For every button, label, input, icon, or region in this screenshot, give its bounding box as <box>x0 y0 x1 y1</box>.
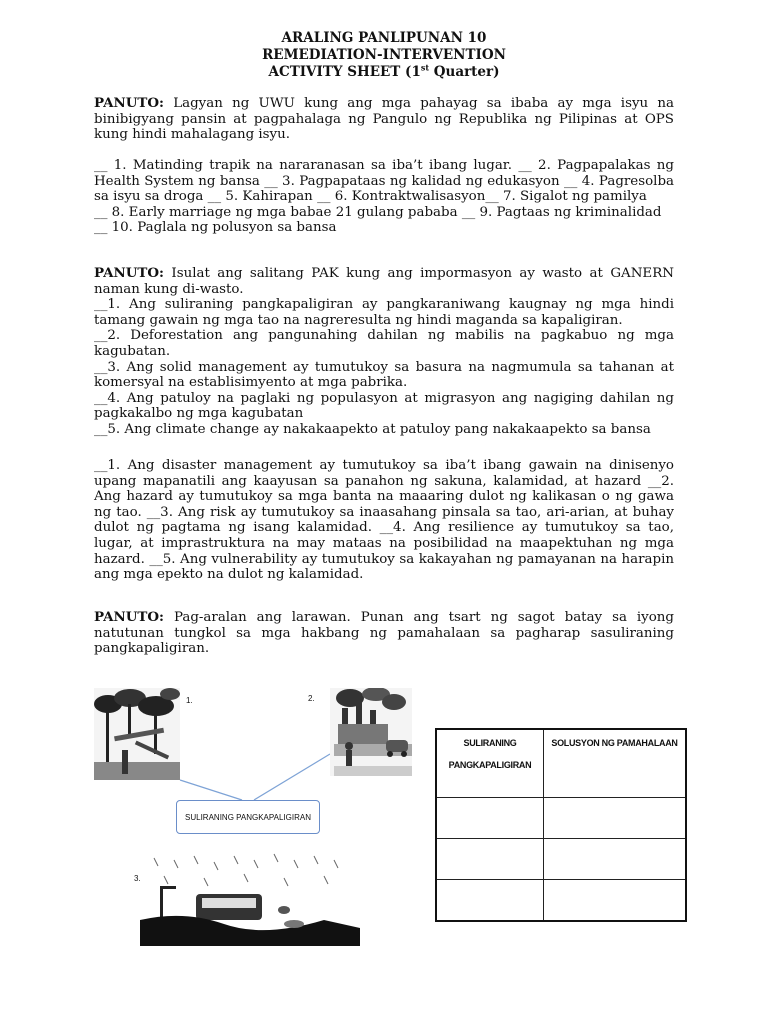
list-item: __5. Ang climate change ay nakakaapekto at patuloy pang nakakaapekto sa bansa <box>94 421 651 437</box>
environment-diagram <box>94 688 424 950</box>
remediation-title: REMEDIATION-INTERVENTION <box>262 47 506 63</box>
title-post: Quarter) <box>429 64 500 80</box>
answer-cell[interactable] <box>544 880 687 922</box>
header-title <box>94 30 674 81</box>
section-4-text: Pag-aralan ang larawan. Punan ang tsart ng sagot batay sa iyong natutunan tungkol sa mga hakbang ng pamahalaan sa pagharap sasuliraning pangkapaligiran. <box>94 610 674 657</box>
panuto-label: PANUTO: <box>94 95 164 111</box>
answer-cell[interactable] <box>544 798 687 839</box>
section-1-instructions <box>94 96 674 143</box>
title-sup: st <box>420 62 430 73</box>
factory-pollution-picture <box>330 688 412 776</box>
section-1-items <box>94 158 674 236</box>
title-pre: ACTIVITY SHEET (1 <box>268 64 421 80</box>
figure-number-2: 2. <box>308 694 315 703</box>
section-3-paragraph: __1. Ang disaster management ay tumutukoy sa iba’t ibang gawain na dinisenyo upang mapanatili ang kaayusan sa panahon ng sakuna, kalamidad, at hazard __2. Ang hazard ay tumutukoy sa mga banta na maaaring dulot ng kalikasan o ng gawa ng tao. __3. Ang risk ay tumutukoy sa inaasahang pinsala sa tao, ari-arian, at buhay dulot ng pagtama ng isang kalamidad. __4. Ang resilience ay tumutukoy sa tao, lugar, at imprastruktura na may mataas na posibilidad na maapektuhan ng mga hazard. __5. Ang vulnerability ay tumutukoy sa kakayahan ng pamayanan na harapin ang mga epekto na dulot ng kalamidad. <box>94 458 674 583</box>
section-2-text: Isulat ang salitang PAK kung ang impormasyon ay wasto at GANERN naman kung di-wasto. <box>94 266 674 297</box>
list-item: __3. Ang solid management ay tumutukoy sa basura na nagmumula sa tahanan at komersyal na establisimyento at mga pabrika. <box>94 359 674 391</box>
column-header-line1: SULIRANING <box>463 738 517 748</box>
table-row <box>436 839 686 880</box>
figure-number-1: 1. <box>186 696 193 705</box>
column-header-line2: PANGKAPALIGIRAN <box>448 760 532 770</box>
answer-cell[interactable] <box>436 880 544 922</box>
answer-chart <box>435 728 687 922</box>
column-header-solusyon: SOLUSYON NG PAMAHALAAN <box>544 729 687 798</box>
answer-cell[interactable] <box>436 839 544 880</box>
section-2 <box>94 266 674 438</box>
table-row <box>436 880 686 922</box>
column-header-suliranin <box>436 729 544 798</box>
panuto-label: PANUTO: <box>94 265 164 281</box>
figure-number-3: 3. <box>134 874 141 883</box>
activity-sheet <box>94 30 674 657</box>
items-line-10: __ 10. Paglala ng polusyon sa bansa <box>94 220 337 236</box>
deforestation-picture <box>94 688 180 780</box>
list-item: __2. Deforestation ang pangunahing dahilan ng mabilis na pagkabuo ng mga kagubatan. <box>94 328 674 359</box>
section-1-text: Lagyan ng UWU kung ang mga pahayag sa ibaba ay mga isyu na binibigyang pansin at pagpahalaga ng Pangulo ng Republika ng Pilipinas at OPS kung hindi mahalagang isyu. <box>94 96 674 143</box>
flood-picture <box>140 854 360 946</box>
table-row <box>436 798 686 839</box>
list-item: __4. Ang patuloy na paglaki ng populasyon at migrasyon ang nagiging dahilan ng pagkakalbo ng mga kagubatan <box>94 390 674 422</box>
list-item: __1. Ang suliraning pangkapaligiran ay pangkaraniwang kaugnay ng mga hindi tamang gawain ng mga tao na nagreresulta ng hindi maganda sa kapaligiran. <box>94 297 674 328</box>
panuto-label: PANUTO: <box>94 609 164 625</box>
activity-sheet-title <box>94 64 674 81</box>
items-paragraph: __ 1. Matinding trapik na nararanasan sa iba’t ibang lugar. __ 2. Pagpapalakas ng Health System ng bansa __ 3. Pagpapataas ng kalidad ng edukasyon __ 4. Pagresolba sa isyu sa droga __ 5. Kahirapan __ 6. Kontraktwalisasyon__ 7. Sigalot ng pamilya <box>94 158 674 205</box>
answer-cell[interactable] <box>436 798 544 839</box>
center-label: SULIRANING PANGKAPALIGIRAN <box>185 812 311 822</box>
chart-header-row <box>436 729 686 798</box>
section-4-instructions <box>94 610 674 657</box>
subject-title: ARALING PANLIPUNAN 10 <box>281 30 487 46</box>
answer-cell[interactable] <box>544 839 687 880</box>
center-label-box <box>176 800 320 834</box>
items-line-8-9: __ 8. Early marriage ng mga babae 21 gulang pababa __ 9. Pagtaas ng kriminalidad <box>94 204 662 220</box>
